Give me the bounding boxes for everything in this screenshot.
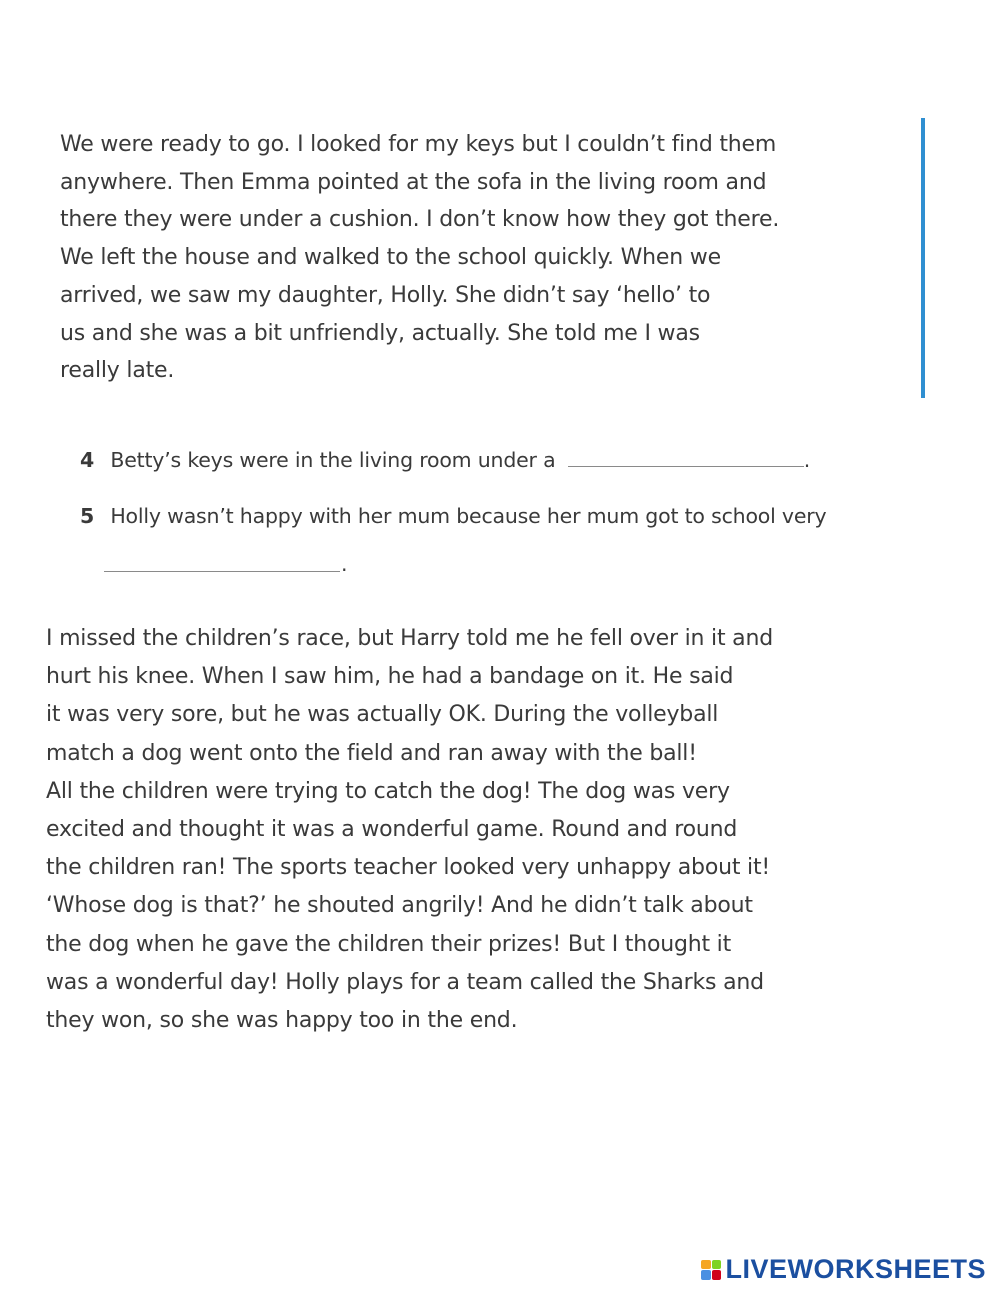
passage-1-line: We were ready to go. I looked for my keys but I couldn’t find them (60, 132, 777, 157)
question-number: 5 (80, 504, 95, 528)
answer-blank-4[interactable] (568, 465, 804, 467)
logo-square (712, 1260, 722, 1270)
question-number: 4 (80, 448, 95, 472)
passage-1 (60, 126, 900, 390)
passage-2-line: excited and thought it was a wonderful game. Round and round (46, 817, 738, 843)
logo-square (701, 1260, 711, 1270)
passage-1-line: anywhere. Then Emma pointed at the sofa in the living room and (60, 169, 767, 195)
brand-name: LIVEWORKSHEETS (725, 1254, 986, 1284)
logo-square (701, 1270, 711, 1280)
question-4 (80, 448, 810, 472)
liveworksheets-logo-icon (701, 1260, 721, 1280)
passage-2-line: the children ran! The sports teacher looked very unhappy about it! (46, 855, 770, 881)
passage-2-line: ‘Whose dog is that?’ he shouted angrily! And he didn’t talk about (46, 893, 753, 919)
passage-2-line: it was very sore, but he was actually OK. During the volleyball (46, 702, 719, 728)
passage-2-line: match a dog went onto the field and ran away with the ball! (46, 740, 697, 766)
passage-1-line: We left the house and walked to the school quickly. When we (60, 245, 721, 271)
passage-side-bar (921, 118, 925, 398)
passage-2-line: the dog when he gave the children their prizes! But I thought it (46, 931, 732, 957)
logo-square (712, 1270, 722, 1280)
passage-1-line: us and she was a bit unfriendly, actually. She told me I was (60, 320, 700, 346)
passage-2-line: All the children were trying to catch the dog! The dog was very (46, 778, 730, 804)
question-text: Holly wasn’t happy with her mum because her mum got to school very (110, 504, 827, 528)
passage-2-line: I missed the children’s race, but Harry told me he fell over in it and (46, 626, 773, 651)
question-end-punctuation: . (341, 552, 348, 576)
passage-2-line: hurt his knee. When I saw him, he had a bandage on it. He said (46, 664, 734, 690)
passage-1-line: really late. (60, 358, 175, 384)
answer-blank-5[interactable] (104, 570, 340, 572)
passage-2-line: they won, so she was happy too in the end. (46, 1008, 518, 1034)
passage-2-line: was a wonderful day! Holly plays for a team called the Sharks and (46, 969, 764, 995)
liveworksheets-brand[interactable] (701, 1254, 986, 1285)
question-5 (80, 504, 826, 528)
passage-2 (46, 620, 936, 1040)
question-text: Betty’s keys were in the living room under a (110, 448, 556, 472)
passage-1-line: arrived, we saw my daughter, Holly. She didn’t say ‘hello’ to (60, 282, 711, 308)
question-end-punctuation: . (803, 448, 811, 472)
passage-1-line: there they were under a cushion. I don’t know how they got there. (60, 207, 780, 233)
